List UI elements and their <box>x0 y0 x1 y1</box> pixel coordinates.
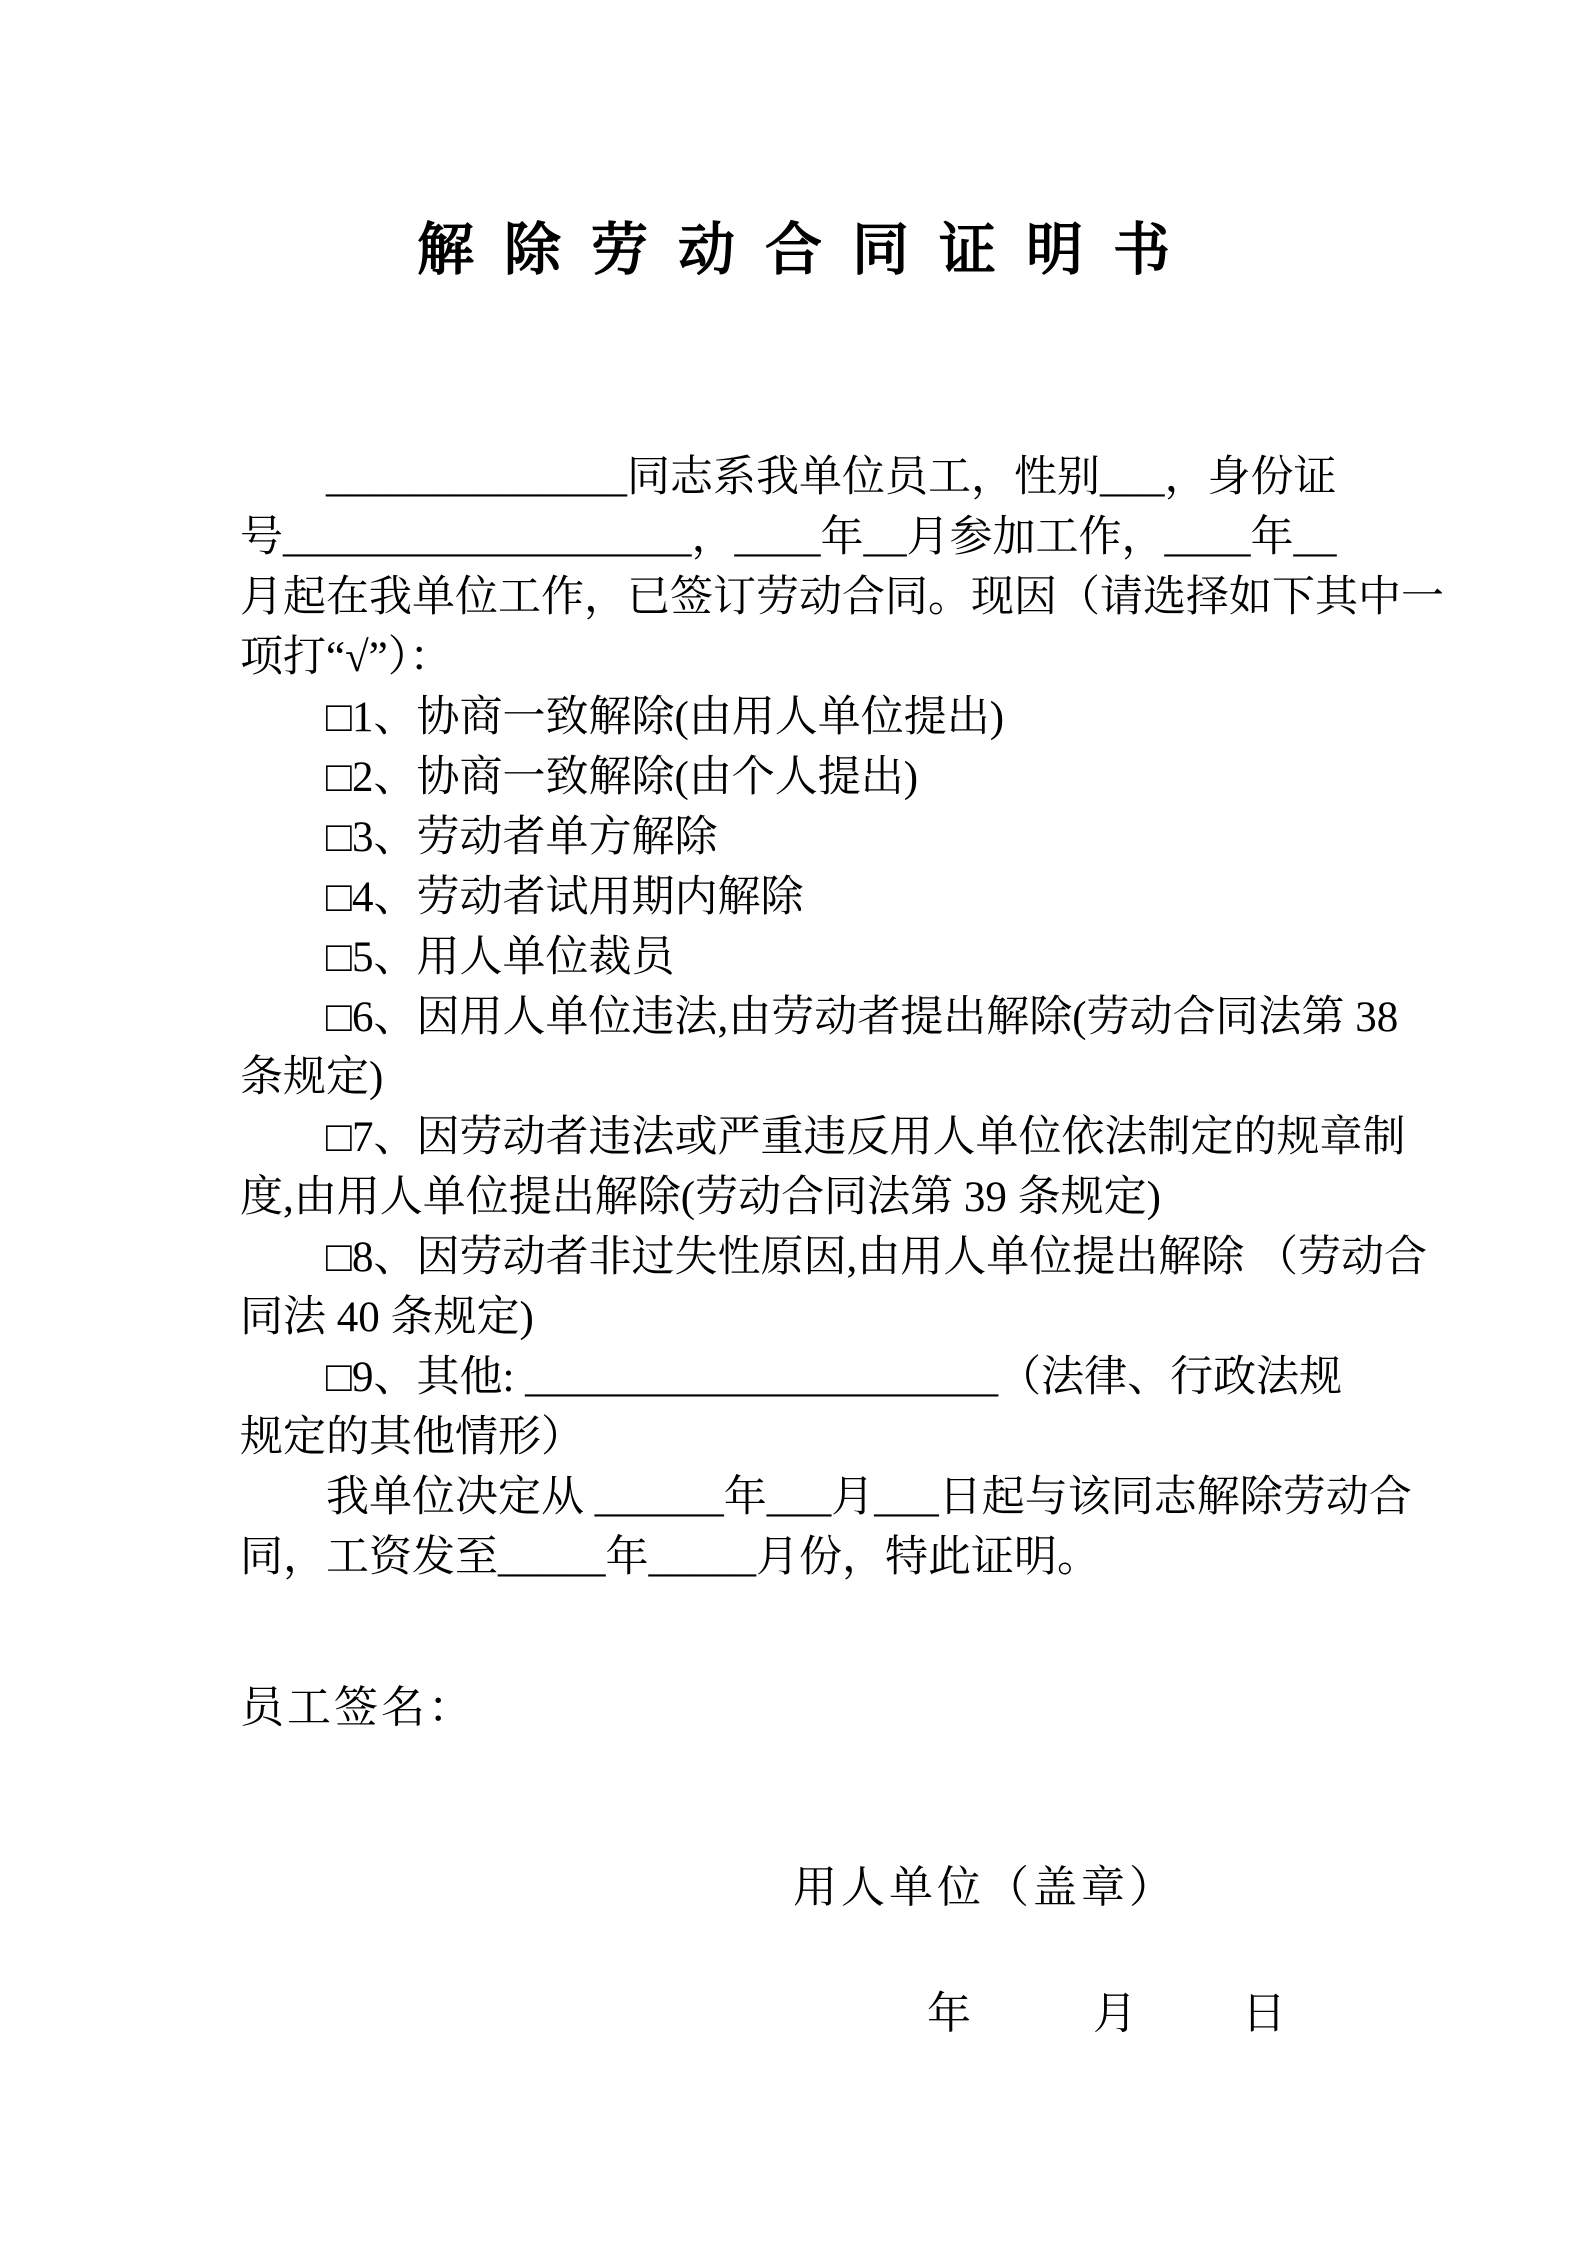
intro-line-2: 号___________________，____年__月参加工作，____年__ <box>240 514 1337 561</box>
option-9-checkbox[interactable]: □ <box>326 1354 352 1401</box>
option-7-checkbox[interactable]: □ <box>326 1114 352 1161</box>
intro-line-4: 项打“√”）： <box>240 634 453 681</box>
option-6 <box>240 988 1399 1048</box>
option-4 <box>240 868 1350 928</box>
option-8-continuation: 同法 40 条规定) <box>240 1294 534 1341</box>
option-2 <box>240 748 1350 808</box>
employer-seal-label: 用人单位（盖章） <box>793 1863 1177 1912</box>
option-6-continuation: 条规定) <box>240 1054 384 1101</box>
option-6-text: 6、因用人单位违法,由劳动者提出解除(劳动合同法第 38 <box>351 994 1399 1041</box>
option-1 <box>240 688 1350 748</box>
option-2-text: 2、协商一致解除(由个人提出) <box>351 754 919 801</box>
option-6-checkbox[interactable]: □ <box>326 994 352 1041</box>
document-body <box>240 448 1444 1588</box>
option-9-text: 9、其他: ______________________（法律、行政法规 <box>351 1354 1343 1401</box>
option-7-continuation: 度,由用人单位提出解除(劳动合同法第 39 条规定) <box>240 1174 1161 1221</box>
intro-line-3: 月起在我单位工作，已签订劳动合同。现因（请选择如下其中一 <box>240 574 1444 621</box>
page-title: 解除劳动合同证明书 <box>417 219 1200 282</box>
employee-signature-label: 员工签名： <box>240 1683 475 1732</box>
intro-line-1: ______________同志系我单位员工，性别___，身份证 <box>326 454 1337 501</box>
option-5-text: 5、用人单位裁员 <box>351 934 675 981</box>
option-2-checkbox[interactable]: □ <box>326 754 352 801</box>
option-1-checkbox[interactable]: □ <box>326 694 352 741</box>
option-9 <box>240 1348 1350 1408</box>
option-9-continuation: 规定的其他情形） <box>240 1414 584 1461</box>
decision-line-2: 同，工资发至_____年_____月份，特此证明。 <box>240 1534 1100 1581</box>
option-4-text: 4、劳动者试用期内解除 <box>351 874 804 921</box>
option-7-text: 7、因劳动者违法或严重违反用人单位依法制定的规章制 <box>351 1114 1406 1161</box>
date-line <box>240 1984 1350 2044</box>
date-month-label: 月 <box>1093 1989 1137 2038</box>
option-3 <box>240 808 1350 868</box>
option-8 <box>240 1228 1427 1288</box>
option-5 <box>240 928 1350 988</box>
option-5-checkbox[interactable]: □ <box>326 934 352 981</box>
option-4-checkbox[interactable]: □ <box>326 874 352 921</box>
option-3-text: 3、劳动者单方解除 <box>351 814 718 861</box>
option-8-checkbox[interactable]: □ <box>326 1234 352 1281</box>
option-1-text: 1、协商一致解除(由用人单位提出) <box>351 694 1005 741</box>
decision-line-1: 我单位决定从 ______年___月___日起与该同志解除劳动合 <box>326 1474 1412 1521</box>
date-year-label: 年 <box>927 1989 971 2038</box>
option-3-checkbox[interactable]: □ <box>326 814 352 861</box>
option-7 <box>240 1108 1406 1168</box>
option-8-text: 8、因劳动者非过失性原因,由用人单位提出解除 （劳动合 <box>351 1234 1427 1281</box>
date-day-label: 日 <box>1242 1989 1286 2038</box>
